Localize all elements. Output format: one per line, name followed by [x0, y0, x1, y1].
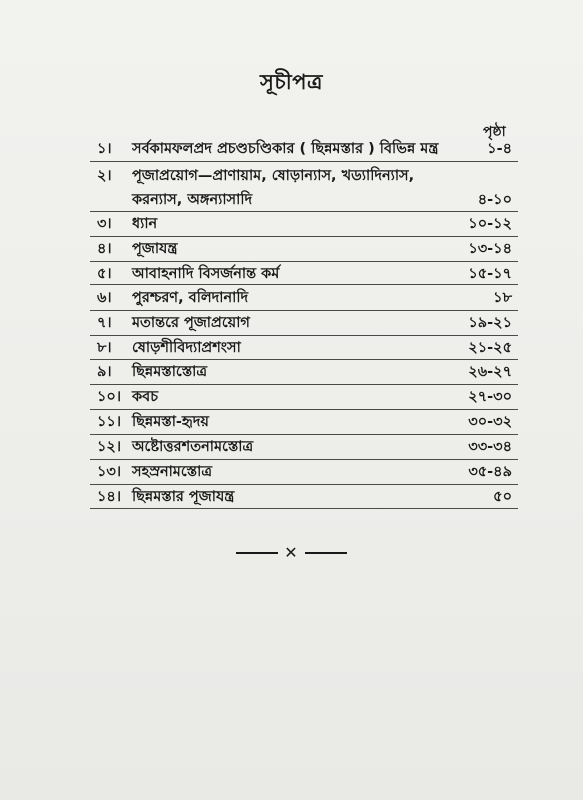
toc-entry-title	[132, 215, 452, 233]
toc-entry-number: ১০।	[97, 389, 122, 405]
divider	[90, 284, 518, 285]
toc-entry-title-line: ছিন্নমস্তার পূজাযন্ত্র	[132, 489, 235, 505]
toc-entry-title-line: ধ্যান	[132, 216, 158, 232]
toc-entry-number: ৯।	[97, 364, 112, 380]
toc-entry-title	[132, 413, 452, 431]
toc-entry-number: ১৪।	[97, 489, 122, 505]
divider	[90, 484, 518, 485]
toc-entry-page: ১৩-১৪	[468, 241, 512, 257]
divider	[90, 508, 518, 509]
ornament-line-right	[305, 552, 347, 554]
divider	[90, 359, 518, 360]
toc-entry-page: ১৯-২১	[468, 315, 512, 331]
toc-entry-number: ১।	[97, 141, 112, 157]
toc-entry-page: ১৫-১৭	[468, 266, 512, 282]
toc-entry-title	[132, 388, 452, 406]
toc-entry-number: ৫।	[97, 266, 112, 282]
toc-entry-title-line: পুরশ্চরণ, বলিদানাদি	[132, 290, 249, 306]
toc-entry-title	[132, 265, 452, 283]
toc-entry-number: ৬।	[97, 290, 112, 306]
divider	[90, 236, 518, 237]
toc-entry-title	[132, 289, 452, 307]
toc-entry-number: ১২।	[97, 439, 122, 455]
toc-entry-page: ১-৪	[487, 141, 512, 157]
divider	[90, 261, 518, 262]
toc-entry-title-line-2: করন্যাস, অঙ্গন্যাসাদি	[132, 192, 253, 208]
toc-entry-number: ৮।	[97, 340, 112, 356]
toc-entry-page: ৫০	[493, 489, 512, 505]
divider	[90, 161, 518, 162]
toc-entry-title-line: সহস্রনামস্তোত্র	[132, 464, 212, 480]
toc-entry-page: ৪-১০	[477, 192, 512, 208]
toc-entry-page: ২৭-৩০	[468, 389, 512, 405]
toc-entry-title-line: ছিন্নমস্তাস্তোত্র	[132, 364, 208, 380]
toc-entry-title-line: সর্বকামফলপ্রদ প্রচণ্ডচণ্ডিকার ( ছিন্নমস্তার ) বিভিন্ন মন্ত্র	[132, 141, 439, 157]
toc-entry-number: ৪।	[97, 241, 112, 257]
ornament-glyph: ✕	[284, 543, 299, 562]
toc-entry-page: ৩৫-৪৯	[468, 464, 512, 480]
divider	[90, 459, 518, 460]
toc-entry-title	[132, 463, 452, 481]
toc-entry-page: ১৮	[493, 290, 512, 306]
toc-entry-title	[132, 438, 452, 456]
divider	[90, 211, 518, 212]
toc-entry-number: ১১।	[97, 414, 122, 430]
toc-entry-title-line: মতান্তরে পূজাপ্রয়োগ	[132, 315, 250, 331]
toc-entry-title-line: ছিন্নমস্তা-হৃদয়	[132, 414, 209, 430]
toc-entry-number: ৭।	[97, 315, 112, 331]
divider	[90, 310, 518, 311]
toc-entry-title	[132, 240, 452, 258]
toc-entry-title-line: অষ্টোত্তরশতনামস্তোত্র	[132, 439, 254, 455]
toc-entry-page: ২৬-২৭	[468, 364, 512, 380]
toc-entry-number: ৩।	[97, 216, 112, 232]
divider	[90, 384, 518, 385]
toc-entry-title-line: পূজাপ্রয়োগ—প্রাণায়াম, ষোড়ান্যাস, খড্যাদিন্যাস,	[132, 168, 415, 184]
page-title: সূচীপত্র	[260, 70, 323, 94]
toc-entry-title	[132, 140, 452, 158]
toc-entry-title	[132, 488, 452, 506]
toc-entry-title	[132, 363, 452, 381]
toc-entry-title-line: আবাহনাদি বিসর্জনান্ত কর্ম	[132, 266, 280, 282]
toc-entry-page: ২১-২৫	[468, 340, 512, 356]
toc-entry-page: ১০-১২	[468, 216, 512, 232]
toc-entry-number: ২।	[97, 168, 112, 184]
divider	[90, 409, 518, 410]
toc-entry-number: ১৩।	[97, 464, 122, 480]
toc-entry-title-line: ষোড়শীবিদ্যাপ্রশংসা	[132, 340, 241, 356]
toc-entry-title	[132, 314, 452, 332]
toc-entry-title-line: কবচ	[132, 389, 159, 405]
end-ornament	[0, 542, 583, 562]
toc-entry-title-line: পূজাযন্ত্র	[132, 241, 178, 257]
ornament-line-left	[236, 552, 278, 554]
divider	[90, 434, 518, 435]
toc-entry-title	[132, 339, 452, 357]
toc-entry-page: ৩৩-৩৪	[468, 439, 512, 455]
toc-entry-page: ৩০-৩২	[468, 414, 512, 430]
toc-entry-title	[132, 167, 452, 209]
divider	[90, 335, 518, 336]
page-number-column-header: পৃষ্ঠা	[483, 124, 506, 140]
